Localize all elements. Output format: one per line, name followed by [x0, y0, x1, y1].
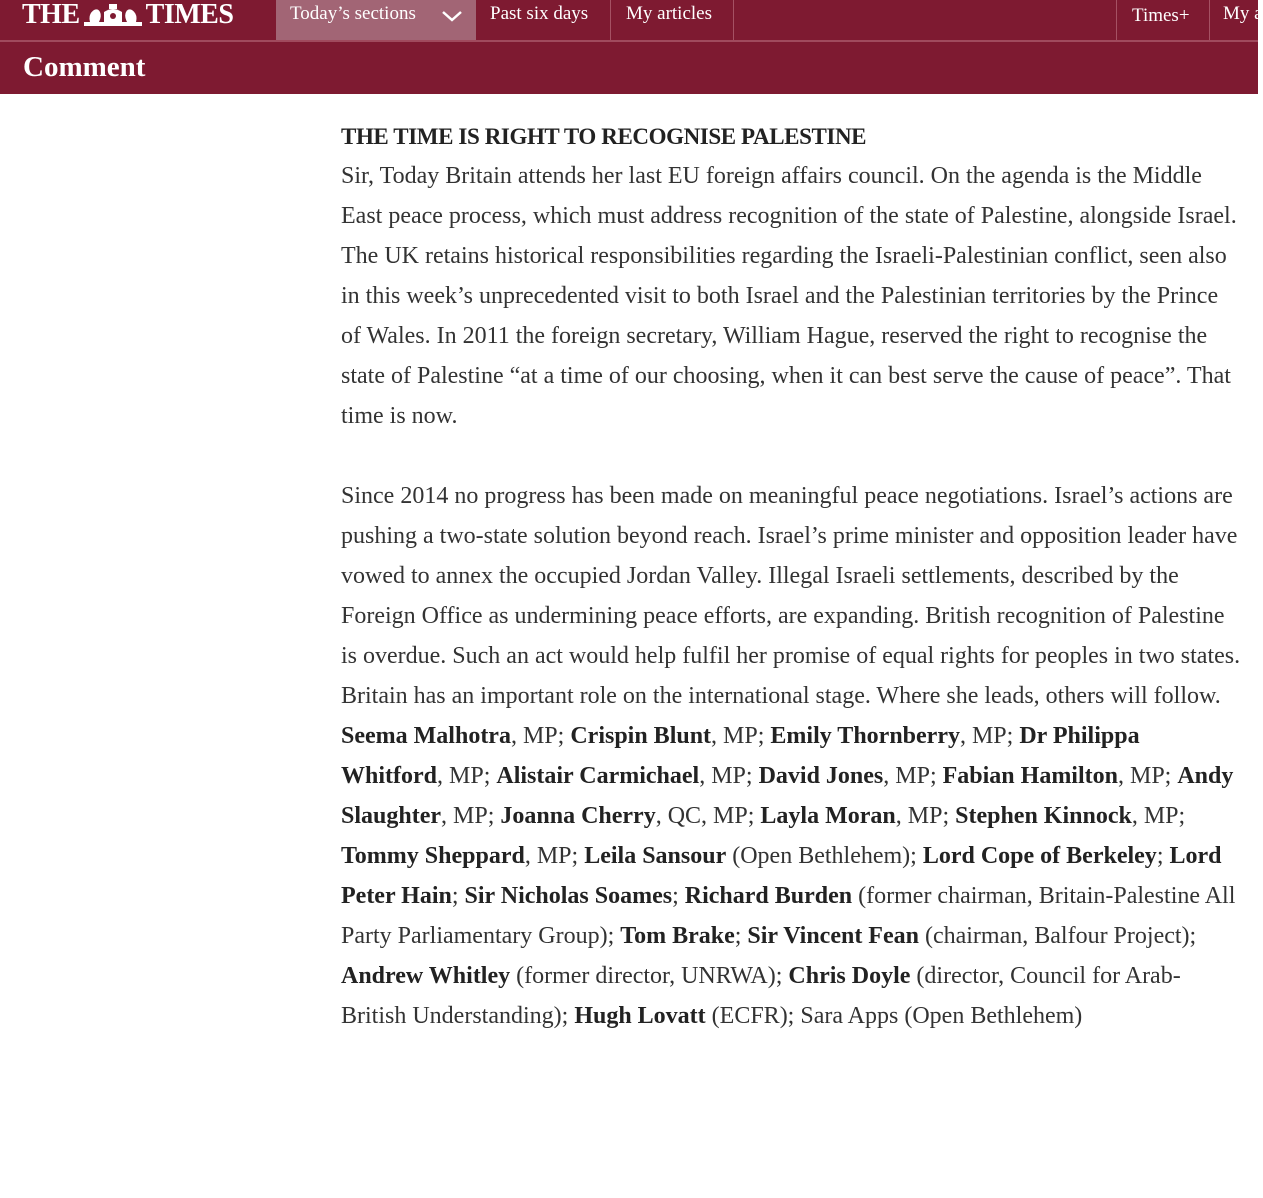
signatory-affiliation: ; — [1156, 843, 1170, 869]
logo-text-the: THE — [22, 0, 80, 30]
royal-crest-icon — [82, 2, 144, 28]
nav-todays-sections[interactable] — [276, 0, 476, 40]
signatory-name: Sir Nicholas Soames — [464, 883, 673, 909]
signatory-name: Andy Slaughter — [341, 763, 1234, 829]
signatory-name: Lord Cope of Berkeley — [922, 843, 1157, 869]
paragraph-spacer — [341, 436, 1241, 476]
signatory-affiliation: ; — [451, 883, 465, 909]
times-logo[interactable] — [22, 0, 233, 30]
signatory-name: Sir Vincent Fean — [747, 923, 919, 949]
nav-past-six-days[interactable] — [476, 0, 611, 40]
signatory-name: Andrew Whitley — [341, 963, 511, 989]
signatory-affiliation: , MP; — [1117, 763, 1178, 789]
article-body — [341, 118, 1241, 1036]
nav-todays-sections-label: Today’s sections — [290, 3, 416, 24]
signatory-affiliation: (former chairman, Britain-Palestine All Party Parliamentary Group); — [341, 883, 1236, 949]
signatories-list — [341, 716, 1241, 1036]
signatory-affiliation: , MP; — [711, 723, 771, 749]
signatory-name: Joanna Cherry — [500, 803, 656, 829]
signatory-name: Richard Burden — [684, 883, 853, 909]
signatory-name: Fabian Hamilton — [942, 763, 1118, 789]
article-paragraph: Sir, Today Britain attends her last EU foreign affairs council. On the agenda is the Middle East peace process, which must address recognition of the state of Palestine, alongside Israel. The UK retains historical responsibilities regarding the Israeli-Palestinian conflict, seen also in this week’s unprecedented visit to both Israel and the Palestinian territories by the Prince of Wales. In 2011 the foreign secretary, William Hague, reserved the right to recognise the state of Palestine “at a time of our choosing, when it can best serve the cause of peace”. That time is now. — [341, 163, 1237, 429]
article-headline: THE TIME IS RIGHT TO RECOGNISE PALESTINE — [341, 124, 867, 149]
signatory-name: Hugh Lovatt — [574, 1003, 706, 1029]
nav-my-account-label: My a — [1223, 3, 1263, 24]
section-title: Comment — [23, 51, 146, 83]
signatory-name: Stephen Kinnock — [955, 803, 1132, 829]
signatory-affiliation: ; — [672, 883, 685, 909]
nav-my-account[interactable] — [1210, 0, 1263, 40]
nav-times-plus-label: Times+ — [1132, 5, 1190, 26]
signatory-affiliation: (former director, UNRWA); — [510, 963, 789, 989]
signatory-name: Emily Thornberry — [770, 723, 960, 749]
signatory-affiliation: , MP; — [959, 723, 1020, 749]
article-paragraph: Since 2014 no progress has been made on meaningful peace negotiations. Israel’s actions are pushing a two-state solution beyond reach. Israel’s prime minister and opposition leader have vowed to annex the occupied Jordan Valley. Illegal Israeli settlements, described by the Foreign Office as undermining peace efforts, are expanding. British recognition of Palestine is overdue. Such an act would help fulfil her promise of equal rights for peoples in two states. Britain has an important role on the international stage. Where she leads, others will follow. — [341, 483, 1241, 709]
top-navigation-bar — [0, 0, 1263, 40]
signatory-name: Tommy Sheppard — [341, 843, 525, 869]
nav-my-articles-label: My articles — [626, 3, 713, 24]
signatory-affiliation: , MP; — [883, 763, 943, 789]
signatory-affiliation: , MP; — [437, 763, 497, 789]
signatory-name: Tom Brake — [620, 923, 735, 949]
section-bar — [0, 42, 1258, 94]
signatory-name: Layla Moran — [760, 803, 896, 829]
signatory-name: David Jones — [758, 763, 884, 789]
nav-past-six-days-label: Past six days — [490, 3, 589, 24]
chevron-down-icon — [441, 9, 463, 23]
signatory-affiliation: , MP; — [524, 843, 585, 869]
signatory-affiliation: (ECFR); — [705, 1003, 801, 1029]
signatory-affiliation: , MP; — [1131, 803, 1186, 829]
signatory-name: Leila Sansour — [584, 843, 727, 869]
nav-my-articles[interactable] — [611, 0, 734, 40]
nav-times-plus[interactable] — [1116, 0, 1210, 40]
signatory-name: Chris Doyle — [788, 963, 911, 989]
signatory-name: Dr Philippa Whitford — [341, 723, 1140, 789]
signatory-affiliation: Sara Apps (Open Bethlehem) — [800, 1003, 1083, 1029]
signatory-affiliation: ; — [734, 923, 748, 949]
signatory-name: Alistair Carmichael — [496, 763, 700, 789]
signatory-name: Crispin Blunt — [570, 723, 712, 749]
signatory-affiliation: , MP; — [441, 803, 501, 829]
signatory-affiliation: , MP; — [510, 723, 571, 749]
signatory-affiliation: (director, Council for Arab-British Understanding); — [341, 963, 1181, 1029]
signatory-affiliation: , QC, MP; — [655, 803, 761, 829]
signatory-affiliation: , MP; — [699, 763, 759, 789]
signatory-name: Lord Peter Hain — [341, 843, 1222, 909]
signatory-affiliation: (chairman, Balfour Project); — [918, 923, 1197, 949]
signatory-affiliation: (Open Bethlehem); — [726, 843, 923, 869]
signatory-name: Seema Malhotra — [341, 723, 511, 749]
signatory-affiliation: , MP; — [895, 803, 956, 829]
logo-text-times: TIMES — [145, 0, 234, 30]
